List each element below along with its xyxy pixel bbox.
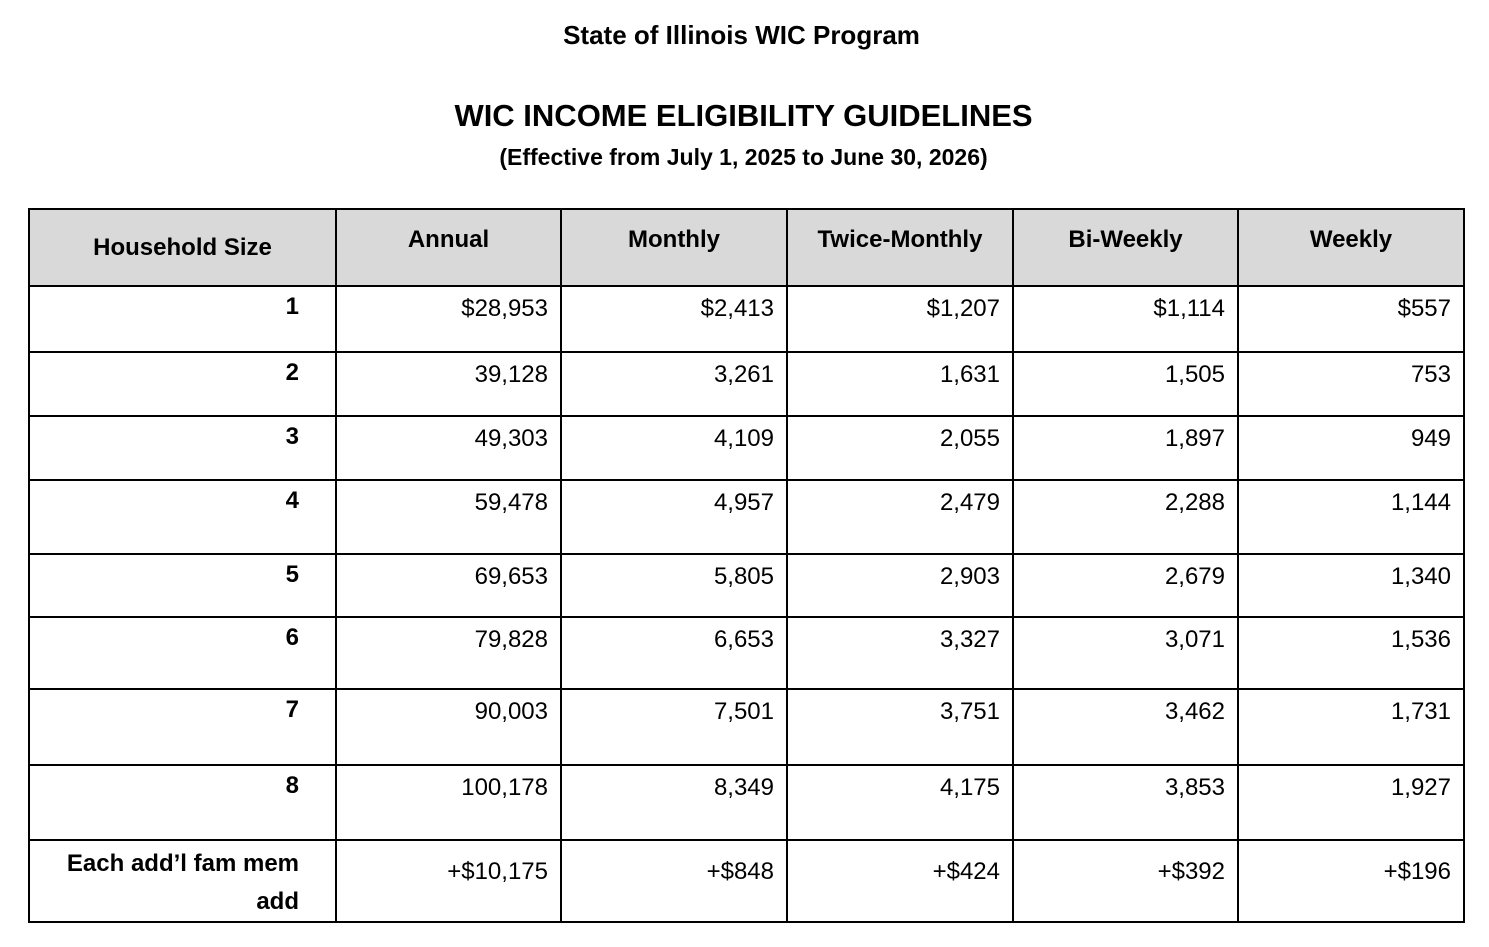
cell-annual: +$10,175 <box>336 840 561 922</box>
cell-weekly: 949 <box>1238 416 1464 480</box>
cell-twice-monthly: 4,175 <box>787 765 1013 840</box>
cell-monthly: 4,957 <box>561 480 787 554</box>
column-header-bi-weekly: Bi-Weekly <box>1013 209 1238 286</box>
cell-monthly: $2,413 <box>561 286 787 352</box>
table-header-row <box>29 209 1464 286</box>
table-row <box>29 416 1464 480</box>
cell-bi-weekly: 3,071 <box>1013 617 1238 689</box>
cell-household-size: 4 <box>29 480 336 554</box>
cell-bi-weekly: 2,679 <box>1013 554 1238 617</box>
cell-household-size: Each add’l fam mem add <box>29 840 336 922</box>
cell-bi-weekly: 1,897 <box>1013 416 1238 480</box>
table-row <box>29 480 1464 554</box>
cell-twice-monthly: 3,327 <box>787 617 1013 689</box>
table-row <box>29 689 1464 765</box>
cell-household-size: 2 <box>29 352 336 416</box>
cell-twice-monthly: 2,903 <box>787 554 1013 617</box>
cell-twice-monthly: 3,751 <box>787 689 1013 765</box>
table-row <box>29 352 1464 416</box>
cell-weekly: 1,927 <box>1238 765 1464 840</box>
cell-monthly: 5,805 <box>561 554 787 617</box>
cell-bi-weekly: +$392 <box>1013 840 1238 922</box>
cell-annual: 49,303 <box>336 416 561 480</box>
cell-monthly: 8,349 <box>561 765 787 840</box>
column-header-twice-monthly: Twice-Monthly <box>787 209 1013 286</box>
cell-weekly: 1,144 <box>1238 480 1464 554</box>
table-row <box>29 765 1464 840</box>
table-row <box>29 554 1464 617</box>
column-header-monthly: Monthly <box>561 209 787 286</box>
cell-twice-monthly: $1,207 <box>787 286 1013 352</box>
cell-annual: 69,653 <box>336 554 561 617</box>
column-header-annual: Annual <box>336 209 561 286</box>
table-row <box>29 840 1464 922</box>
column-header-household-size: Household Size <box>29 209 336 286</box>
cell-household-size: 6 <box>29 617 336 689</box>
cell-monthly: 4,109 <box>561 416 787 480</box>
cell-weekly: $557 <box>1238 286 1464 352</box>
cell-bi-weekly: 3,853 <box>1013 765 1238 840</box>
cell-weekly: 1,731 <box>1238 689 1464 765</box>
cell-bi-weekly: 2,288 <box>1013 480 1238 554</box>
cell-household-size: 5 <box>29 554 336 617</box>
table-row <box>29 617 1464 689</box>
effective-dates: (Effective from July 1, 2025 to June 30, 2026) <box>499 144 988 170</box>
table-row <box>29 286 1464 352</box>
cell-weekly: +$196 <box>1238 840 1464 922</box>
cell-twice-monthly: 2,479 <box>787 480 1013 554</box>
document-title: WIC INCOME ELIGIBILITY GUIDELINES <box>454 98 1033 133</box>
cell-weekly: 1,536 <box>1238 617 1464 689</box>
cell-annual: $28,953 <box>336 286 561 352</box>
income-eligibility-table <box>28 208 1465 923</box>
program-name: State of Illinois WIC Program <box>563 20 920 50</box>
cell-household-size: 8 <box>29 765 336 840</box>
cell-annual: 90,003 <box>336 689 561 765</box>
cell-weekly: 1,340 <box>1238 554 1464 617</box>
column-header-weekly: Weekly <box>1238 209 1464 286</box>
cell-monthly: 3,261 <box>561 352 787 416</box>
cell-annual: 39,128 <box>336 352 561 416</box>
cell-twice-monthly: 2,055 <box>787 416 1013 480</box>
cell-household-size: 3 <box>29 416 336 480</box>
cell-monthly: +$848 <box>561 840 787 922</box>
cell-weekly: 753 <box>1238 352 1464 416</box>
cell-annual: 100,178 <box>336 765 561 840</box>
cell-household-size: 1 <box>29 286 336 352</box>
cell-household-size: 7 <box>29 689 336 765</box>
cell-annual: 79,828 <box>336 617 561 689</box>
cell-twice-monthly: 1,631 <box>787 352 1013 416</box>
cell-monthly: 6,653 <box>561 617 787 689</box>
cell-monthly: 7,501 <box>561 689 787 765</box>
cell-twice-monthly: +$424 <box>787 840 1013 922</box>
cell-bi-weekly: 3,462 <box>1013 689 1238 765</box>
cell-bi-weekly: 1,505 <box>1013 352 1238 416</box>
cell-annual: 59,478 <box>336 480 561 554</box>
cell-bi-weekly: $1,114 <box>1013 286 1238 352</box>
